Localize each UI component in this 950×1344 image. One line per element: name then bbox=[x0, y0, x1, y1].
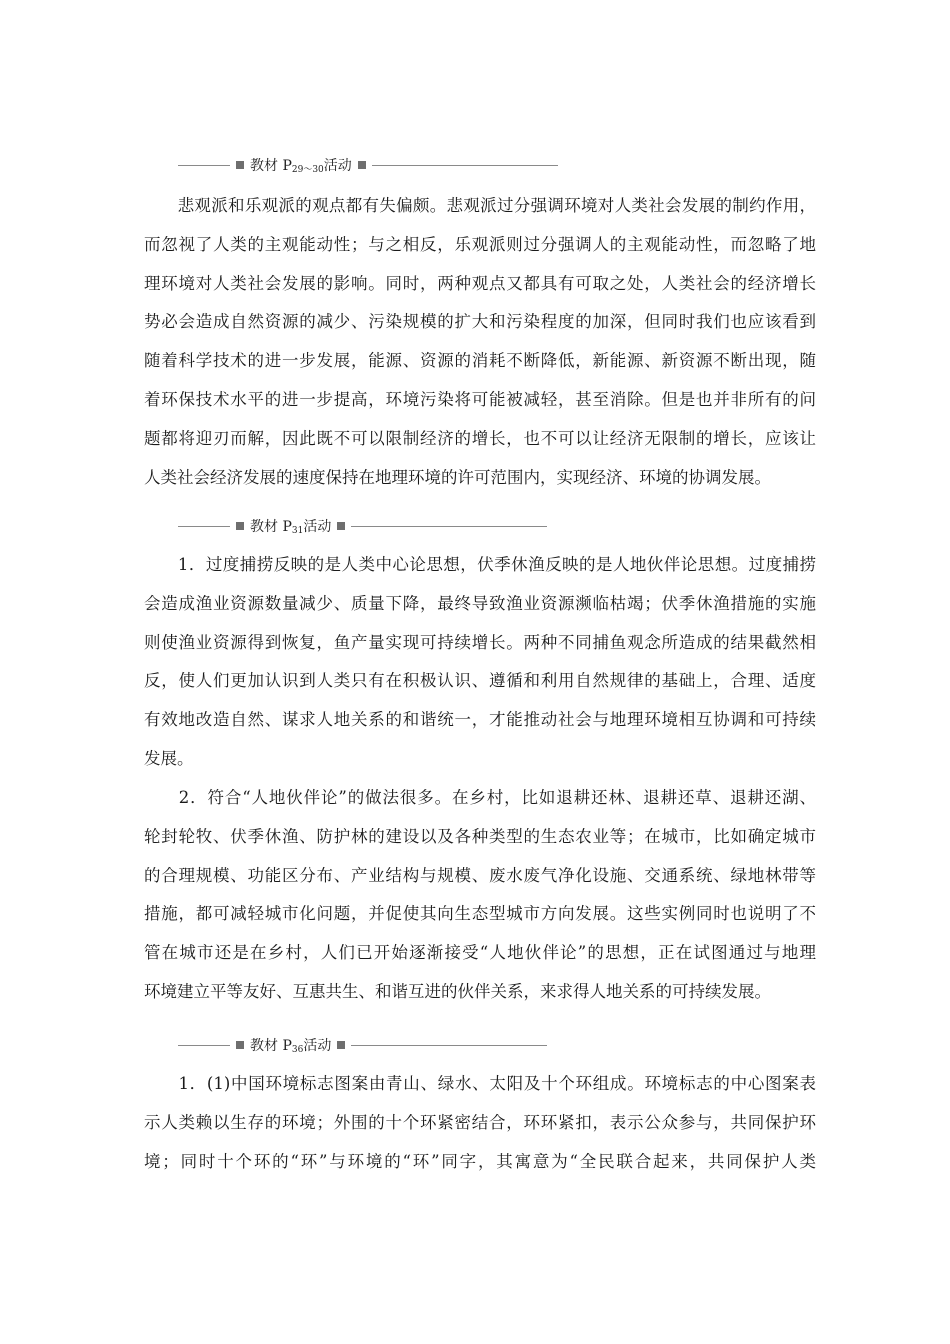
paragraph bbox=[144, 1065, 816, 1181]
header-rule-left bbox=[178, 526, 230, 527]
text-line: 2．符合“人地伙伴论”的做法很多。在乡村，比如退耕还林、退耕还草、退耕还湖、 bbox=[144, 788, 816, 807]
text-line: 悲观派和乐观派的观点都有失偏颇。悲观派过分强调环境对人类社会发展的制约作用， bbox=[144, 196, 816, 215]
paragraph bbox=[144, 187, 816, 497]
text-line: 境；同时十个环的“环”与环境的“环”同字，其寓意为“全民联合起来，共同保护人类 bbox=[144, 1151, 816, 1171]
paragraph bbox=[144, 779, 816, 1012]
text-line: 则使渔业资源得到恢复，鱼产量实现可持续增长。两种不同捕鱼观念所造成的结果截然相 bbox=[144, 632, 816, 652]
section-title: 教材 $P_{36}$活动 bbox=[250, 1038, 332, 1055]
text-line: 势必会造成自然资源的减少、污染规模的扩大和污染程度的加深，但同时我们也应该看到 bbox=[144, 312, 816, 332]
text-line: 1．(1)中国环境标志图案由青山、绿水、太阳及十个环组成。环境标志的中心图案表 bbox=[144, 1074, 816, 1093]
text-line: 会造成渔业资源数量减少、质量下降，最终导致渔业资源濒临枯竭；伏季休渔措施的实施 bbox=[144, 593, 816, 613]
text-line: 发展。 bbox=[144, 748, 194, 768]
text-line: 示人类赖以生存的环境；外围的十个环紧密结合，环环紧扣，表示公众参与，共同保护环 bbox=[144, 1112, 816, 1132]
text-line: 的合理规模、功能区分布、产业结构与规模、废水废气净化设施、交通系统、绿地林带等 bbox=[144, 865, 816, 885]
section-header bbox=[178, 1035, 547, 1055]
paragraph bbox=[144, 546, 816, 779]
text-line: 轮封轮牧、伏季休渔、防护林的建设以及各种类型的生态农业等；在城市，比如确定城市 bbox=[144, 826, 816, 846]
text-line: 理环境对人类社会发展的影响。同时，两种观点又都具有可取之处，人类社会的经济增长 bbox=[144, 273, 816, 293]
header-square-right bbox=[358, 161, 366, 169]
text-line: 人类社会经济发展的速度保持在地理环境的许可范围内，实现经济、环境的协调发展。 bbox=[144, 467, 771, 487]
header-rule-left bbox=[178, 165, 230, 166]
header-square-left bbox=[236, 522, 244, 530]
text-line: 着环保技术水平的进一步提高，环境污染将可能被减轻，甚至消除。但是也并非所有的问 bbox=[144, 389, 816, 409]
text-line: 随着科学技术的进一步发展，能源、资源的消耗不断降低，新能源、新资源不断出现，随 bbox=[144, 351, 816, 371]
section-header bbox=[178, 516, 547, 536]
section-title: 教材 $P_{31}$活动 bbox=[250, 519, 332, 536]
text-line: 而忽视了人类的主观能动性；与之相反，乐观派则过分强调人的主观能动性，而忽略了地 bbox=[144, 234, 816, 254]
text-line: 反，使人们更加认识到人类只有在积极认识、遵循和利用自然规律的基础上，合理、适度 bbox=[144, 671, 816, 691]
header-square-left bbox=[236, 1041, 244, 1049]
text-line: 措施，都可减轻城市化问题，并促使其向生态型城市方向发展。这些实例同时也说明了不 bbox=[144, 904, 816, 924]
text-line: 1．过度捕捞反映的是人类中心论思想，伏季休渔反映的是人地伙伴论思想。过度捕捞 bbox=[144, 555, 816, 574]
header-rule-right bbox=[372, 165, 558, 166]
text-line: 环境建立平等友好、互惠共生、和谐互进的伙伴关系，来求得人地关系的可持续发展。 bbox=[144, 981, 771, 1001]
header-rule-right bbox=[351, 1045, 547, 1046]
header-rule-left bbox=[178, 1045, 230, 1046]
header-square-left bbox=[236, 161, 244, 169]
section-title: 教材 $P_{29\sim 30}$活动 bbox=[250, 158, 352, 175]
header-square-right bbox=[337, 522, 345, 530]
text-line: 有效地改造自然、谋求人地关系的和谐统一，才能推动社会与地理环境相互协调和可持续 bbox=[144, 710, 816, 730]
text-line: 管在城市还是在乡村，人们已开始逐渐接受“人地伙伴论”的思想，正在试图通过与地理 bbox=[144, 943, 816, 963]
header-rule-right bbox=[351, 526, 547, 527]
section-header bbox=[178, 155, 558, 175]
text-line: 题都将迎刃而解，因此既不可以限制经济的增长，也不可以让经济无限制的增长，应该让 bbox=[144, 428, 816, 448]
header-square-right bbox=[337, 1041, 345, 1049]
